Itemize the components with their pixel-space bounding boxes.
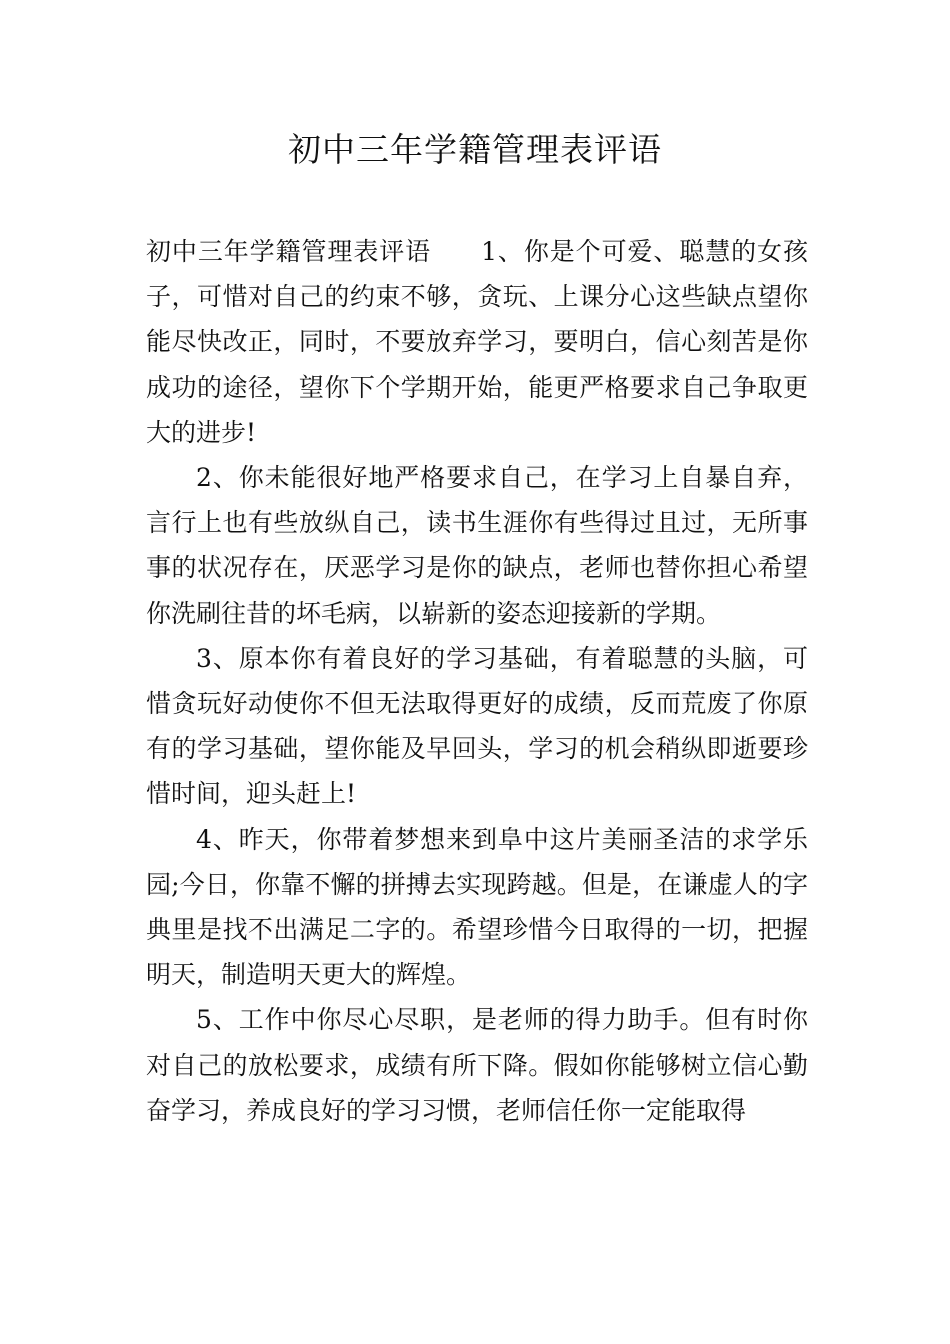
- paragraph-4: 4、昨天，你带着梦想来到阜中这片美丽圣洁的求学乐园;今日，你靠不懈的拼搏去实现跨越。但是，在谦虚人的字典里是找不出满足二字的。希望珍惜今日取得的一切，把握明天，制造明天更大的辉煌。: [146, 824, 808, 990]
- paragraph-1: [146, 229, 808, 455]
- paragraph-3: 3、原本你有着良好的学习基础，有着聪慧的头脑，可惜贪玩好动使你不但无法取得更好的成绩，反而荒废了你原有的学习基础，望你能及早回头，学习的机会稍纵即逝要珍惜时间，迎头赶上!: [146, 643, 808, 809]
- document-body: [146, 229, 808, 1133]
- document-title: 初中三年学籍管理表评语: [288, 130, 662, 169]
- intro-heading: 初中三年学籍管理表评语: [146, 237, 432, 266]
- paragraph-2: 2、你未能很好地严格要求自己，在学习上自暴自弃，言行上也有些放纵自己，读书生涯你有些得过且过，无所事事的状况存在，厌恶学习是你的缺点，老师也替你担心希望你洗刷往昔的坏毛病，以崭新的姿态迎接新的学期。: [146, 463, 808, 628]
- paragraph-1-text: 1、你是个可爱、聪慧的女孩子，可惜对自己的约束不够，贪玩、上课分心这些缺点望你能尽快改正，同时，不要放弃学习，要明白，信心刻苦是你成功的途径，望你下个学期开始，能更严格要求自己争取更大的进步!: [146, 237, 808, 447]
- paragraph-5: 5、工作中你尽心尽职，是老师的得力助手。但有时你对自己的放松要求，成绩有所下降。假如你能够树立信心勤奋学习，养成良好的学习习惯，老师信任你一定能取得: [146, 1005, 808, 1125]
